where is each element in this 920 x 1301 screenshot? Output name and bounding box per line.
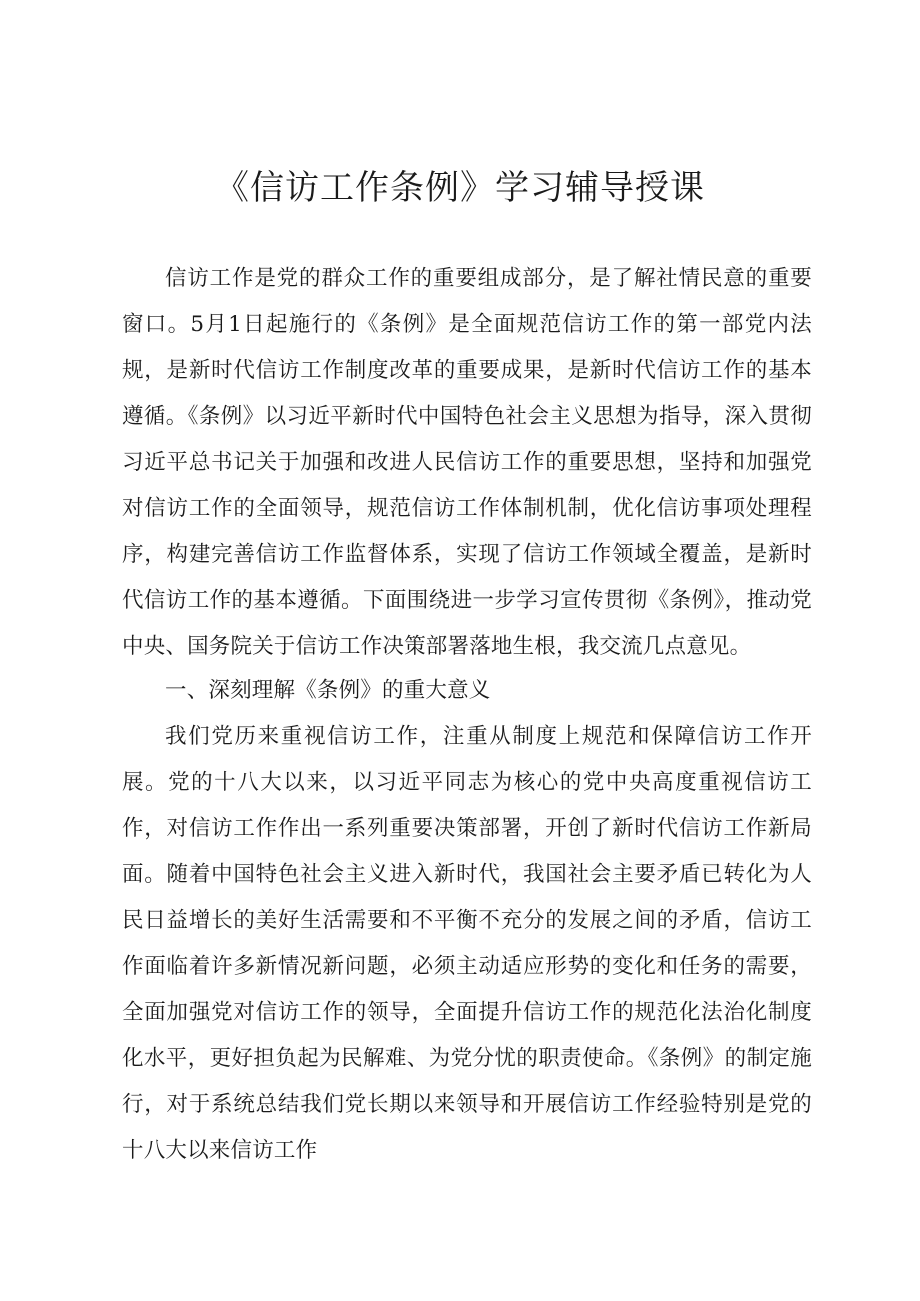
document-title: 《信访工作条例》学习辅导授课 xyxy=(215,168,705,208)
section-paragraph: 我们党历来重视信访工作，注重从制度上规范和保障信访工作开展。党的十八大以来，以习近平同志为核心的党中央高度重视信访工作，对信访工作作出一系列重要决策部署，开创了新时代信访工作新局面。随着中国特色社会主义进入新时代，我国社会主要矛盾已转化为人民日益增长的美好生活需要和不平衡不充分的发展之间的矛盾，信访工作面临着许多新情况新问题，必须主动适应形势的变化和任务的需要，全面加强党对信访工作的领导，全面提升信访工作的规范化法治化制度化水平，更好担负起为民解难、为党分忧的职责使命。《条例》的制定施行，对于系统总结我们党长期以来领导和开展信访工作经验特别是党的十八大以来信访工作 xyxy=(122,724,812,1163)
section-heading: 一、深刻理解《条例》的重大意义 xyxy=(165,678,491,703)
document-body xyxy=(122,256,812,670)
section-one xyxy=(122,668,812,1174)
intro-paragraph: 信访工作是党的群众工作的重要组成部分，是了解社情民意的重要窗口。5月1日起施行的《条例》是全面规范信访工作的第一部党内法规，是新时代信访工作制度改革的重要成果，是新时代信访工作的基本遵循。《条例》以习近平新时代中国特色社会主义思想为指导，深入贯彻习近平总书记关于加强和改进人民信访工作的重要思想，坚持和加强党对信访工作的全面领导，规范信访工作体制机制，优化信访事项处理程序，构建完善信访工作监督体系，实现了信访工作领域全覆盖，是新时代信访工作的基本遵循。下面围绕进一步学习宣传贯彻《条例》，推动党中央、国务院关于信访工作决策部署落地生根，我交流几点意见。 xyxy=(122,266,812,659)
